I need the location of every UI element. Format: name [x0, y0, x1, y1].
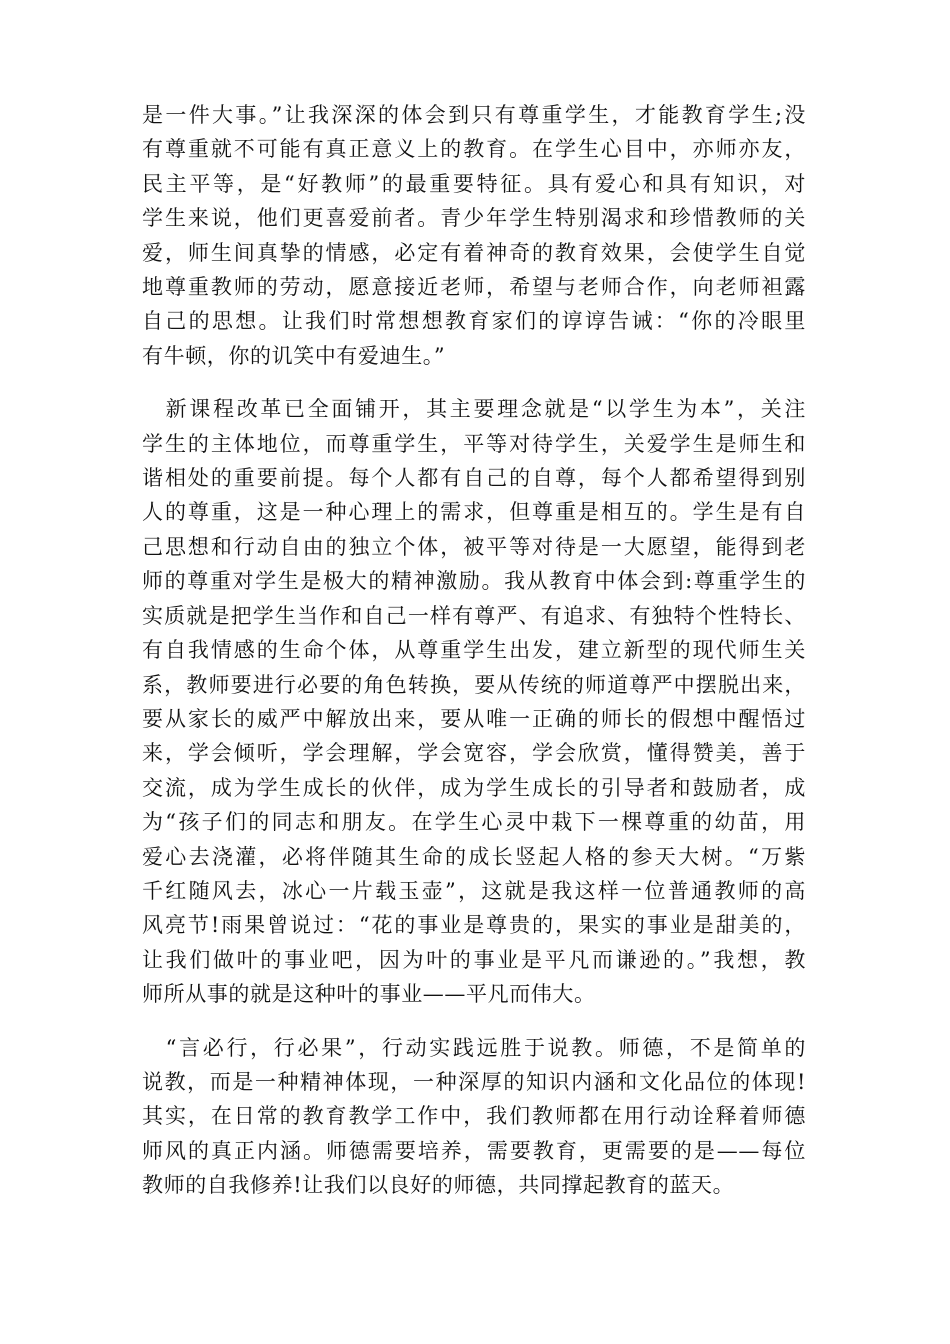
- text-line: 自己的思想。让我们时常想想教育家们的谆谆告诫：“你的冷眼里: [142, 309, 806, 334]
- text-line: 己思想和行动自由的独立个体，被平等对待是一大愿望，能得到老: [142, 534, 806, 559]
- text-line: 风亮节!雨果曾说过：“花的事业是尊贵的，果实的事业是甜美的，: [142, 913, 806, 938]
- text-line: 谐相处的重要前提。每个人都有自己的自尊，每个人都希望得到别: [142, 466, 806, 491]
- text-line: “言必行，行必果”，行动实践远胜于说教。师德，不是简单的: [142, 1035, 806, 1060]
- text-line: 系，教师要进行必要的角色转换，要从传统的师道尊严中摆脱出来，: [142, 672, 806, 697]
- text-line: 有牛顿，你的讥笑中有爱迪生。”: [142, 343, 446, 368]
- text-line: 要从家长的威严中解放出来，要从唯一正确的师长的假想中醒悟过: [142, 706, 806, 731]
- text-line: 地尊重教师的劳动，愿意接近老师，希望与老师合作，向老师袒露: [142, 275, 806, 300]
- paragraph-2: [142, 392, 806, 1011]
- text-line: 民主平等，是“好教师”的最重要特征。具有爱心和具有知识，对: [142, 171, 806, 196]
- text-line: 人的尊重，这是一种心理上的需求，但尊重是相互的。学生是有自: [142, 500, 806, 525]
- text-line: 学生来说，他们更喜爱前者。青少年学生特别渴求和珍惜教师的关: [142, 206, 806, 231]
- text-line: 爱，师生间真挚的情感，必定有着神奇的教育效果，会使学生自觉: [142, 240, 806, 265]
- text-line: 其实，在日常的教育教学工作中，我们教师都在用行动诠释着师德: [142, 1104, 806, 1129]
- text-line: 是一件大事。”让我深深的体会到只有尊重学生，才能教育学生;没: [142, 103, 806, 127]
- paragraph-3: [142, 1031, 806, 1203]
- paragraph-1: [142, 98, 806, 373]
- text-line: 交流，成为学生成长的伙伴，成为学生成长的引导者和鼓励者，成: [142, 775, 806, 800]
- text-line: 师所从事的就是这种叶的事业——平凡而伟大。: [142, 982, 596, 1007]
- text-line: 爱心去浇灌，必将伴随其生命的成长竖起人格的参天大树。“万紫: [142, 844, 806, 869]
- text-line: 师风的真正内涵。师德需要培养，需要教育，更需要的是——每位: [142, 1138, 806, 1163]
- text-line: 教师的自我修养!让我们以良好的师德，共同撑起教育的蓝天。: [142, 1173, 735, 1198]
- text-line: 说教，而是一种精神体现，一种深厚的知识内涵和文化品位的体现!: [142, 1069, 806, 1094]
- text-line: 来，学会倾听，学会理解，学会宽容，学会欣赏，懂得赞美，善于: [142, 741, 806, 766]
- text-line: 新课程改革已全面铺开，其主要理念就是“以学生为本”，关注: [142, 397, 806, 422]
- text-line: 为“孩子们的同志和朋友。在学生心灵中栽下一棵尊重的幼苗，用: [142, 810, 806, 835]
- text-line: 学生的主体地位，而尊重学生，平等对待学生，关爱学生是师生和: [142, 431, 806, 456]
- text-line: 让我们做叶的事业吧，因为叶的事业是平凡而谦逊的。”我想，教: [142, 947, 806, 972]
- text-line: 实质就是把学生当作和自己一样有尊严、有追求、有独特个性特长、: [142, 603, 806, 628]
- document-page: [142, 98, 806, 1203]
- text-line: 千红随风去，冰心一片载玉壶”，这就是我这样一位普通教师的高: [142, 878, 806, 903]
- text-line: 有自我情感的生命个体，从尊重学生出发，建立新型的现代师生关: [142, 638, 806, 663]
- text-line: 师的尊重对学生是极大的精神激励。我从教育中体会到:尊重学生的: [142, 569, 806, 594]
- text-line: 有尊重就不可能有真正意义上的教育。在学生心目中，亦师亦友，: [142, 137, 806, 162]
